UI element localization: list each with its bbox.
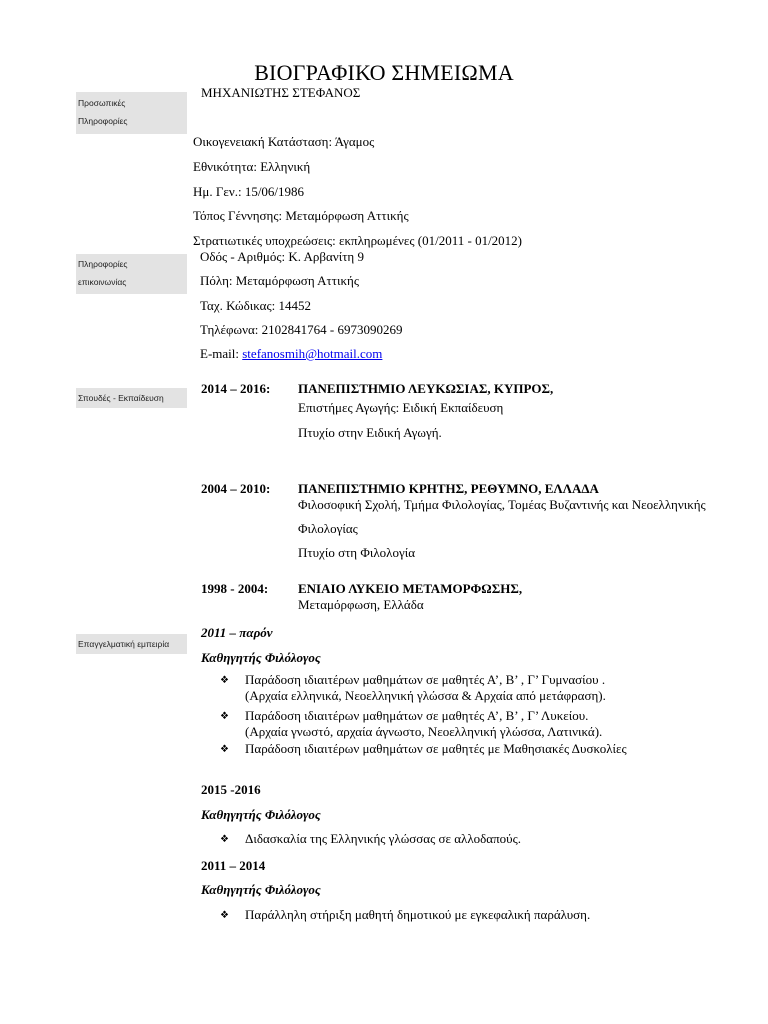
postal-code: Ταχ. Κώδικας: 14452 [200,298,311,313]
exp-3-period: 2011 – 2014 [201,858,266,873]
diamond-bullet-icon: ❖ [220,744,229,755]
diamond-bullet-icon: ❖ [220,910,229,921]
email-label: E-mail: [200,346,243,361]
exp-1-bullet-3: Παράδοση ιδιαιτέρων μαθημάτων σε μαθητές με Μαθησιακές Δυσκολίες [245,741,627,756]
diamond-bullet-icon: ❖ [220,711,229,722]
page-title: ΒΙΟΓΡΑΦΙΚΟ ΣΗΜΕΙΩΜΑ [254,60,514,85]
email-row [200,346,382,362]
street-address: Οδός - Αριθμός: Κ. Αρβανίτη 9 [200,249,364,264]
exp-1-period: 2011 – παρόν [201,625,273,640]
edu-2-institution: ΠΑΝΕΠΙΣΤΗΜΙΟ ΚΡΗΤΗΣ, ΡΕΘΥΜΝΟ, ΕΛΛΑΔΑ [298,481,599,496]
diamond-bullet-icon: ❖ [220,675,229,686]
section-label-experience: Επαγγελματική εμπειρία [76,634,187,654]
edu-3-line1: Μεταμόρφωση, Ελλάδα [298,597,424,612]
birth-date: Ημ. Γεν.: 15/06/1986 [193,184,305,199]
marital-status: Οικογενειακή Κατάσταση: Άγαμος [193,134,375,149]
edu-1-line1: Επιστήμες Αγωγής: Ειδική Εκπαίδευση [298,400,504,415]
edu-2-line3: Πτυχίο στη Φιλολογία [298,545,416,560]
city: Πόλη: Μεταμόρφωση Αττικής [200,273,359,288]
exp-1-role: Καθηγητής Φιλόλογος [201,650,321,665]
military-service: Στρατιωτικές υποχρεώσεις: εκπληρωμένες (01/2011 - 01/2012) [193,233,523,248]
exp-1-bullet-1: Παράδοση ιδιαιτέρων μαθημάτων σε μαθητές Α’, Β’ , Γ’ Γυμνασίου . (Αρχαία ελληνικά, Νεοελληνική γλώσσα & Αρχαία από μετάφραση). [245,672,606,703]
exp-1-bullet-2: Παράδοση ιδιαιτέρων μαθημάτων σε μαθητές Α’, Β’ , Γ’ Λυκείου. (Αρχαία γνωστό, αρχαία άγνωστο, Νεοελληνική γλώσσα, Λατινικά). [245,708,603,739]
edu-2-line2: Φιλολογίας [298,521,358,536]
edu-3-institution: ΕΝΙΑΙΟ ΛΥΚΕΙΟ ΜΕΤΑΜΟΡΦΩΣΗΣ, [298,581,523,596]
section-label-personal: Προσωπικές Πληροφορίες [76,92,187,134]
section-label-contact: Πληροφορίες επικοινωνίας [76,254,187,294]
edu-2-period: 2004 – 2010: [201,481,271,496]
birth-place: Τόπος Γέννησης: Μεταμόρφωση Αττικής [193,208,409,223]
exp-3-role: Καθηγητής Φιλόλογος [201,882,321,897]
edu-1-line2: Πτυχίο στην Ειδική Αγωγή. [298,425,442,440]
edu-1-institution: ΠΑΝΕΠΙΣΤΗΜΙΟ ΛΕΥΚΩΣΙΑΣ, ΚΥΠΡΟΣ, [298,381,554,396]
edu-2-line1: Φιλοσοφική Σχολή, Τμήμα Φιλολογίας, Τομέας Βυζαντινής και Νεοελληνικής [298,497,706,512]
exp-2-role: Καθηγητής Φιλόλογος [201,807,321,822]
email-link[interactable]: stefanosmih@hotmail.com [242,346,383,361]
edu-3-period: 1998 - 2004: [201,581,269,596]
section-label-education: Σπουδές - Εκπαίδευση [76,388,187,408]
exp-2-period: 2015 -2016 [201,782,261,797]
phone-numbers: Τηλέφωνα: 2102841764 - 6973090269 [200,322,403,337]
diamond-bullet-icon: ❖ [220,834,229,845]
person-name: ΜΗΧΑΝΙΩΤΗΣ ΣΤΕΦΑΝΟΣ [201,85,361,100]
exp-2-bullet-1: Διδασκαλία της Ελληνικής γλώσσας σε αλλοδαπούς. [245,831,521,846]
nationality: Εθνικότητα: Ελληνική [193,159,311,174]
edu-1-period: 2014 – 2016: [201,381,271,396]
exp-3-bullet-1: Παράλληλη στήριξη μαθητή δημοτικού με εγκεφαλική παράλυση. [245,907,591,922]
